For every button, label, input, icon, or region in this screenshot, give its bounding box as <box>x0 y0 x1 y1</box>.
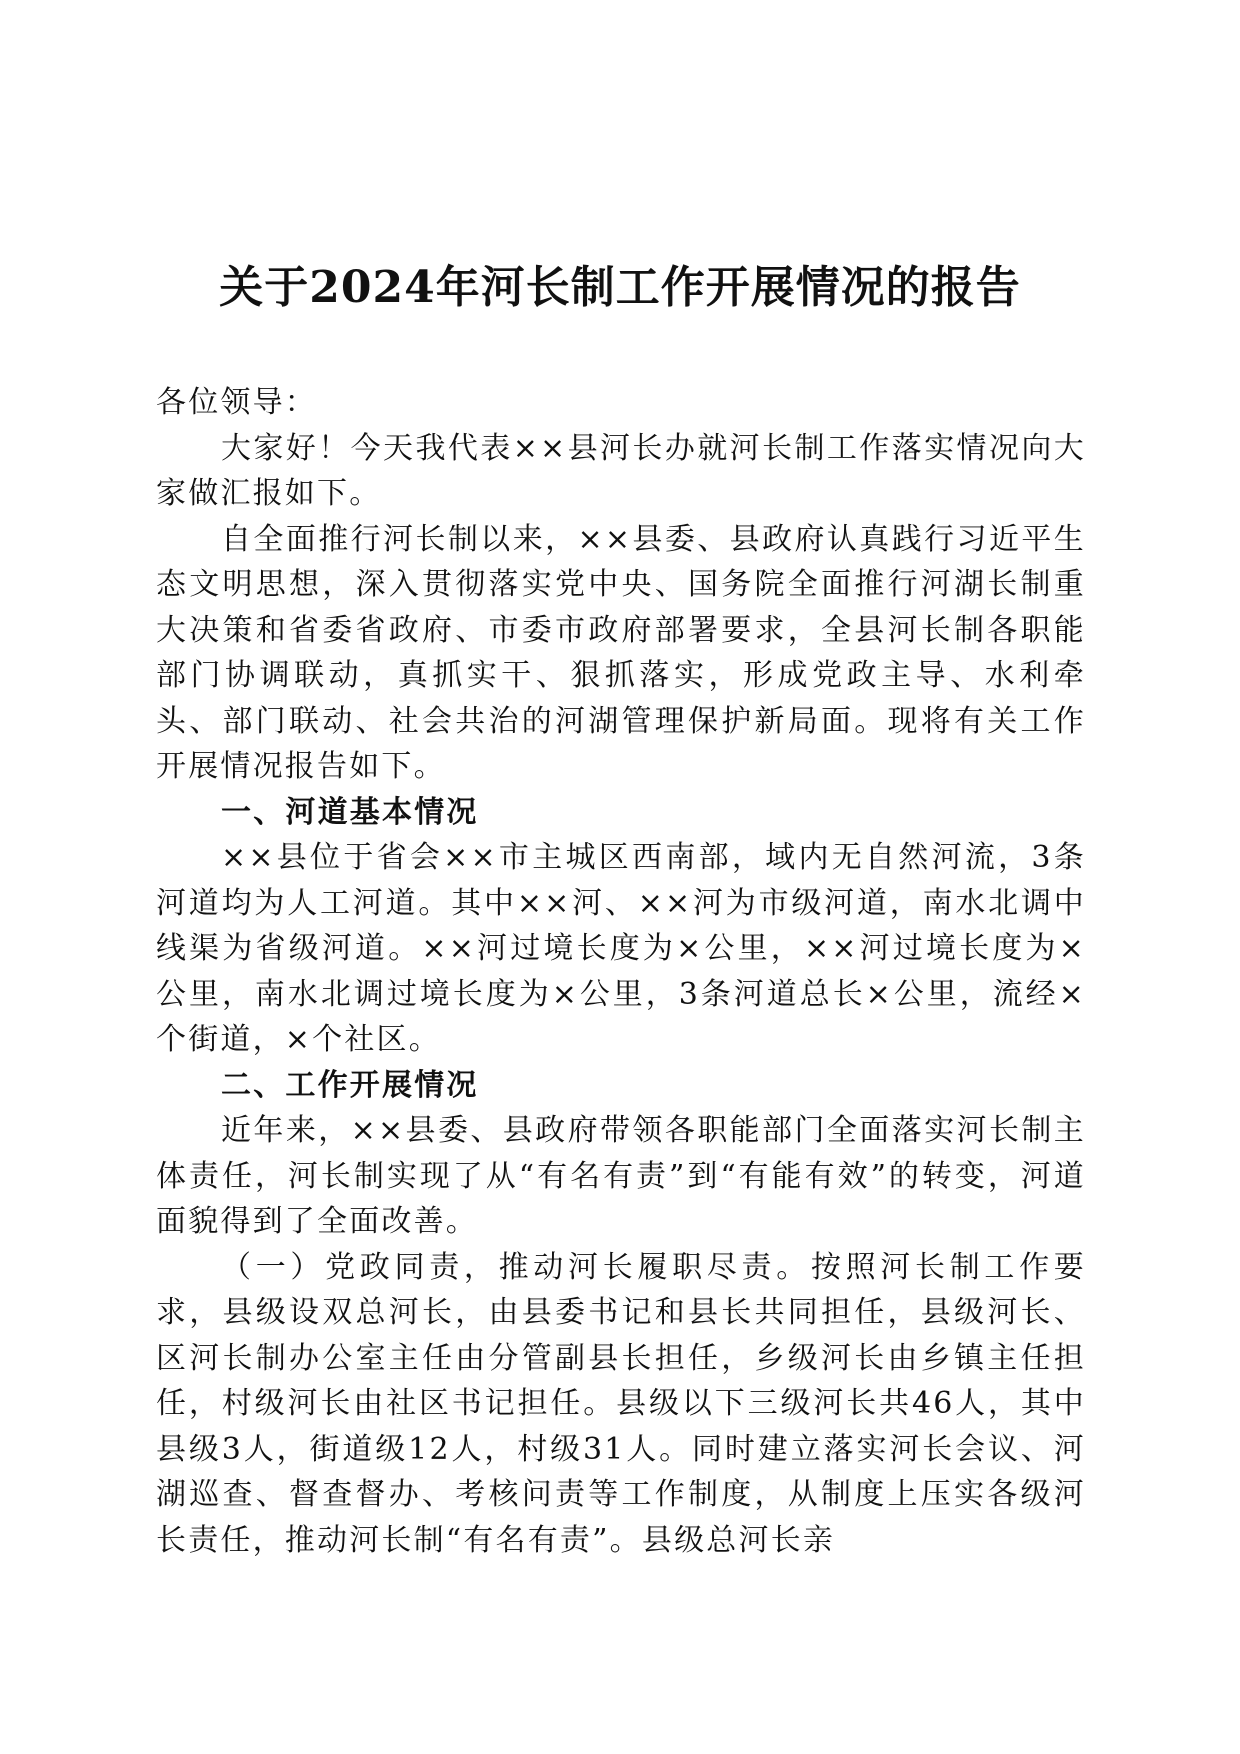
document-title: 关于2024年河长制工作开展情况的报告 <box>219 262 1021 313</box>
paragraph-party-responsibility: （一）党政同责，推动河长履职尽责。按照河长制工作要求，县级设双总河长，由县委书记和县长共同担任，县级河长、区河长制办公室主任由分管副县长担任，乡级河长由乡镇主任担任，村级河长由社区书记担任。县级以下三级河长共46人，其中县级3人，街道级12人，村级31人。同时建立落实河长会议、河湖巡查、督查督办、考核问责等工作制度，从制度上压实各级河长责任，推动河长制“有名有责”。县级总河长亲 <box>156 1249 1086 1558</box>
paragraph-work-overview: 近年来，××县委、县政府带领各职能部门全面落实河长制主体责任，河长制实现了从“有名有责”到“有能有效”的转变，河道面貌得到了全面改善。 <box>156 1113 1086 1239</box>
paragraph-intro: 自全面推行河长制以来，××县委、县政府认真践行习近平生态文明思想，深入贯彻落实党中央、国务院全面推行河湖长制重大决策和省委省政府、市委市政府部署要求，全县河长制各职能部门协调联动，真抓实干、狠抓落实，形成党政主导、水利牵头、部门联动、社会共治的河湖管理保护新局面。现将有关工作开展情况报告如下。 <box>156 521 1086 784</box>
document-body <box>156 380 1086 1563</box>
salutation: 各位领导： <box>156 385 317 420</box>
section-heading-work-progress: 二、工作开展情况 <box>221 1067 479 1103</box>
paragraph-greeting: 大家好！今天我代表××县河长办就河长制工作落实情况向大家做汇报如下。 <box>156 430 1086 511</box>
section-heading-river-basics: 一、河道基本情况 <box>221 794 479 830</box>
paragraph-river-basics: ××县位于省会××市主城区西南部，域内无自然河流，3条河道均为人工河道。其中××河、××河为市级河道，南水北调中线渠为省级河道。××河过境长度为×公里，××河过境长度为×公里，南水北调过境长度为×公里，3条河道总长×公里，流经×个街道，×个社区。 <box>156 840 1086 1057</box>
